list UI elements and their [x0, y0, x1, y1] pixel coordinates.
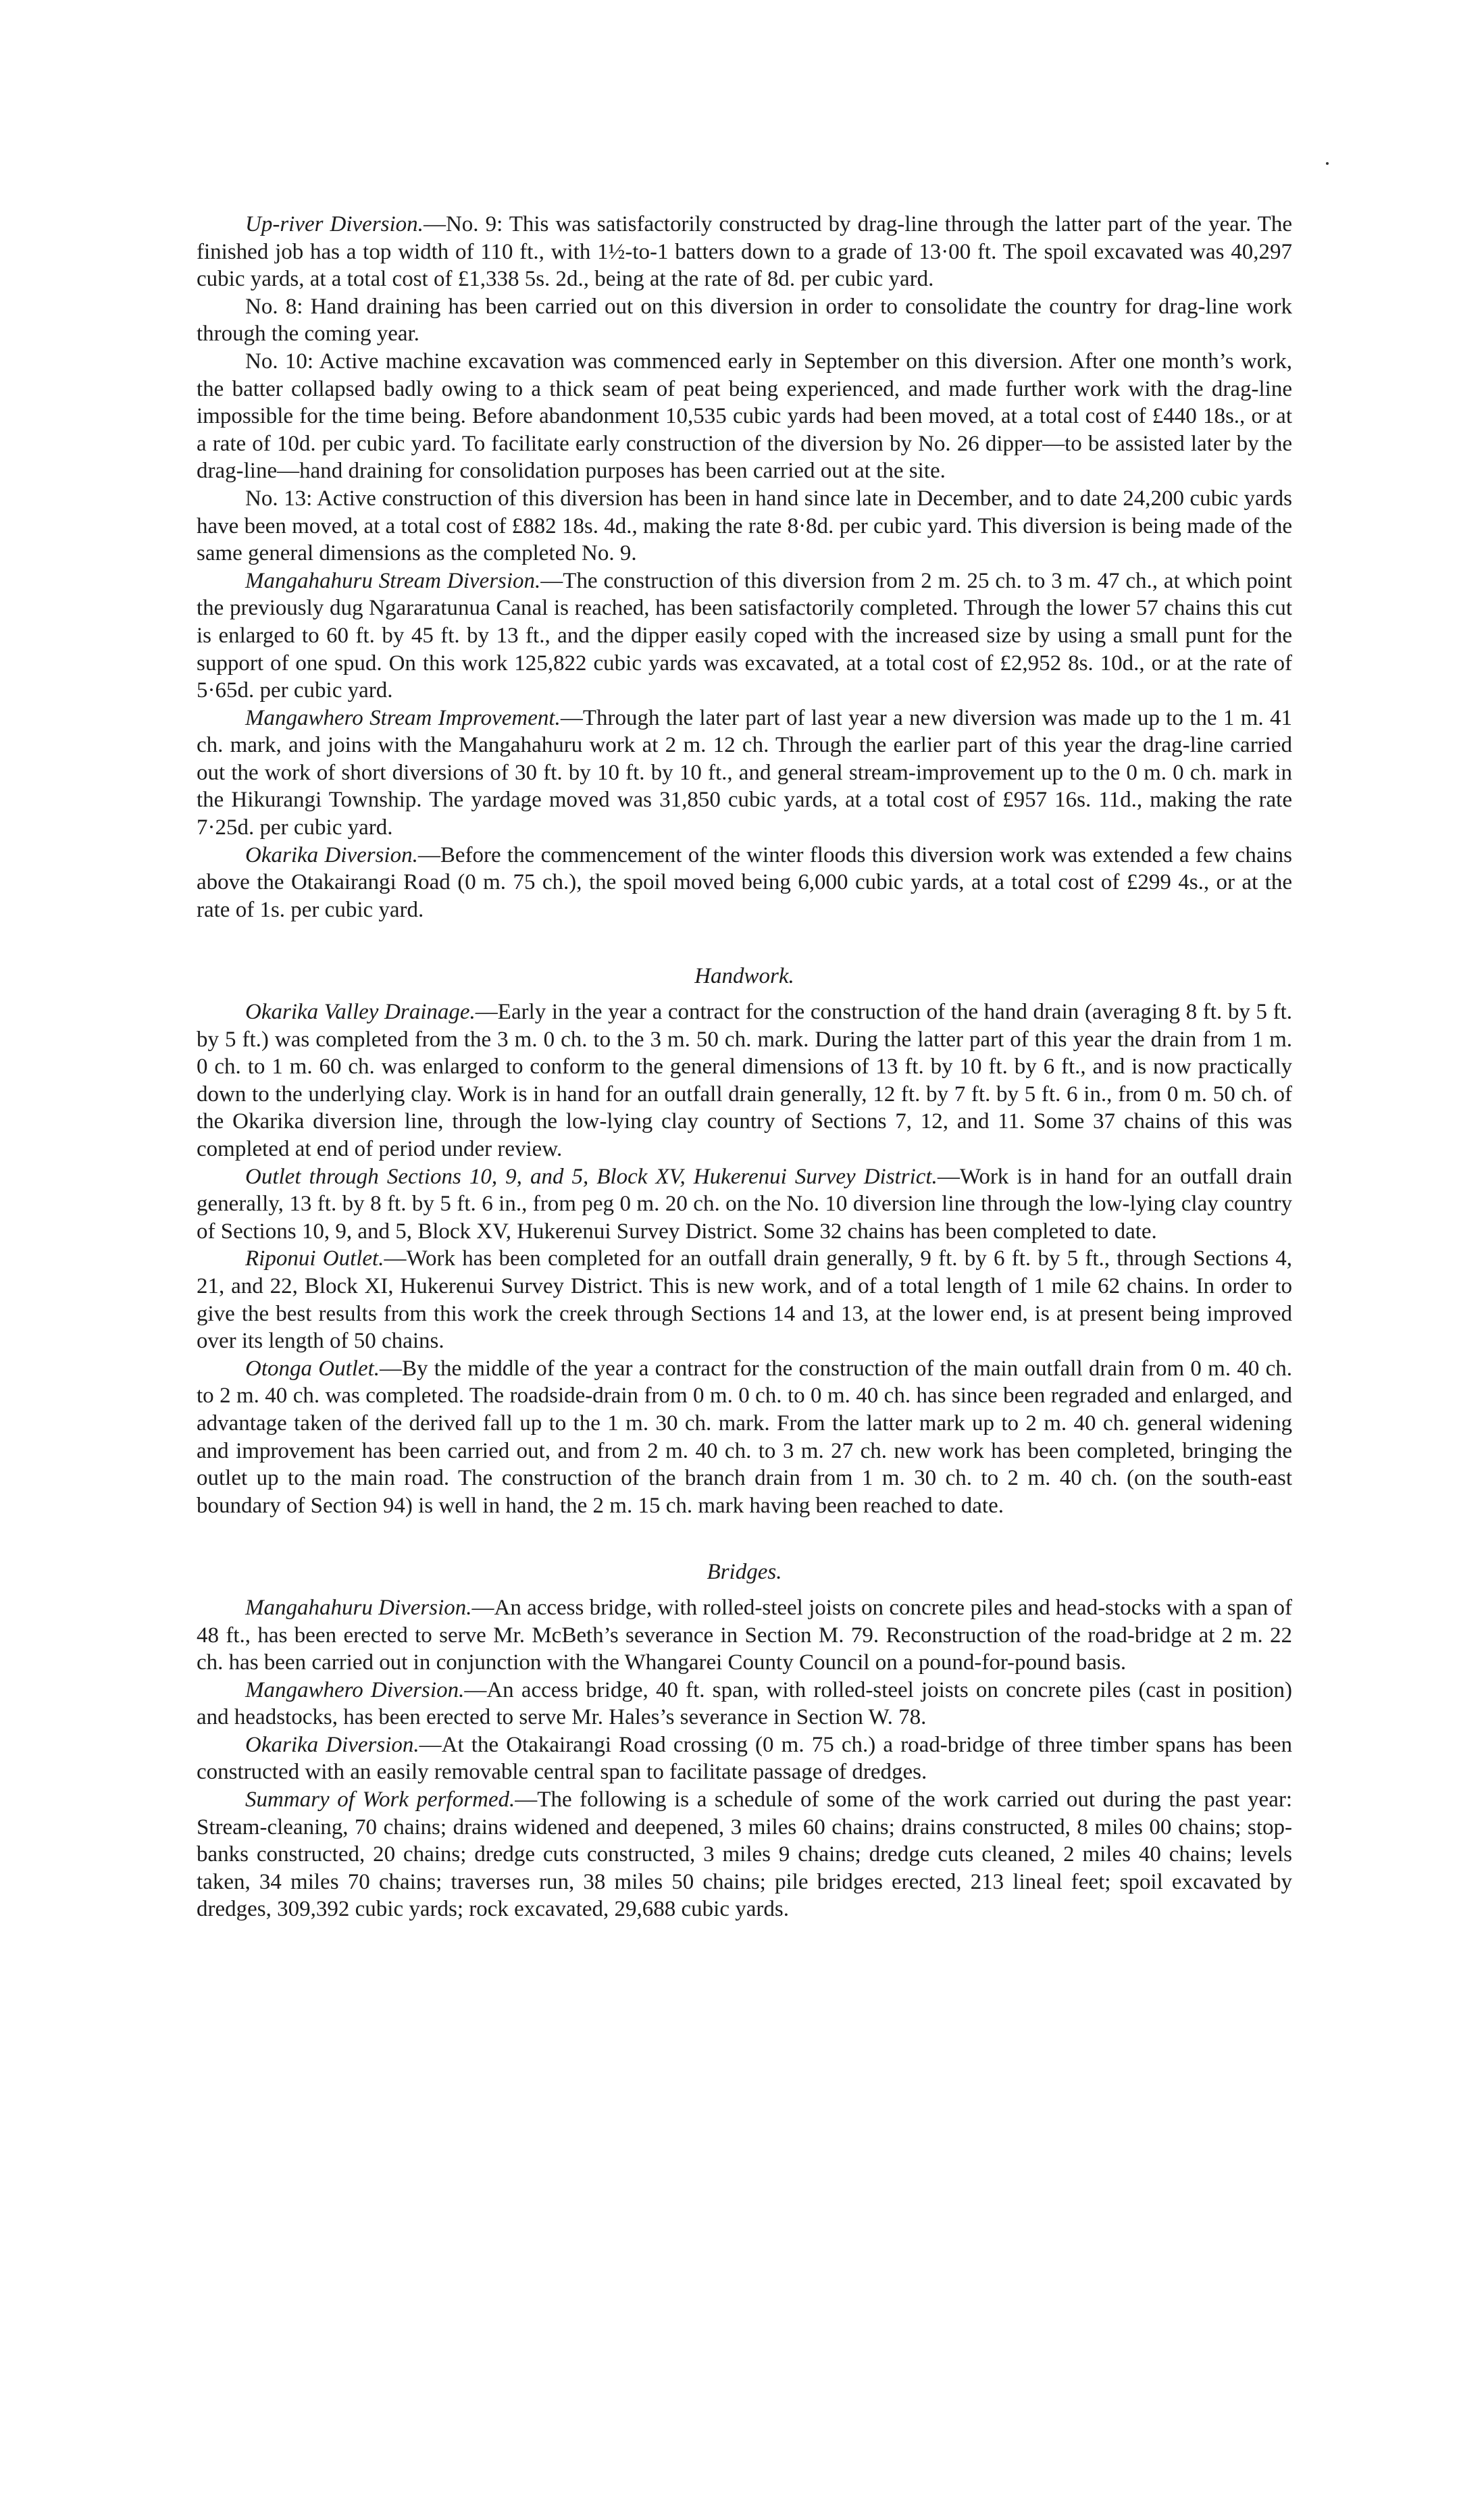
paragraph-text: —Work has been completed for an outfall drain generally, 9 ft. by 6 ft. by 5 ft., through Sections 4, 21, and 22, Block XI, Hukerenui Survey District. This is new work, and of a total length of 1 mile 62 chains. In order to give the best results from this work the creek through Sections 14 and 13, at the lower end, is at present being improved over its length of 50 chains.: [197, 1246, 1292, 1354]
section-handwork: [197, 998, 1292, 1519]
paragraph-lead: Okarika Diversion.: [245, 842, 418, 867]
paragraph-text: —Before the commencement of the winter floods this diversion work was extended a few chains above the Otakairangi Road (0 m. 75 ch.), the spoil moved being 6,000 cubic yards, at a total cost of £299 4s., or at the rate of 1s. per cubic yard.: [197, 842, 1292, 922]
paragraph-lead: Mangawhero Diversion.: [245, 1677, 465, 1702]
paragraph-text: No. 13: Active construction of this diversion has been in hand since late in December, and to date 24,200 cubic yards have been moved, at a total cost of £882 18s. 4d., making the rate 8·8d. per cubic yard. This diversion is being made of the same general dimensions as the completed No. 9.: [197, 486, 1292, 566]
paragraph: [197, 705, 1292, 842]
paragraph: [197, 1731, 1292, 1786]
paragraph-lead: Okarika Valley Drainage.: [245, 1000, 476, 1025]
paragraph: [197, 842, 1292, 924]
paragraph-lead: Outlet through Sections 10, 9, and 5, Block XV, Hukerenui Survey District.: [245, 1164, 938, 1189]
paragraph: [197, 211, 1292, 293]
page-mark: [1326, 162, 1329, 165]
paragraph-text: —The construction of this diversion from 2 m. 25 ch. to 3 m. 47 ch., at which point the previously dug Ngararatunua Canal is reached, has been satisfactorily completed. Through the lower 57 chains this cut is enlarged to 60 ft. by 45 ft. by 13 ft., and the dipper easily coped with the increased size by using a small punt for the support of one spud. On this work 125,822 cubic yards was excavated, at a total cost of £2,952 8s. 10d., or at the rate of 5·65d. per cubic yard.: [197, 568, 1292, 703]
section-bridges: [197, 1594, 1292, 1923]
paragraph-text: —An access bridge, 40 ft. span, with rolled-steel joists on concrete piles (cast in position) and headstocks, has been erected to serve Mr. Hales’s severance in Section W. 78.: [197, 1677, 1292, 1730]
paragraph: [197, 567, 1292, 705]
paragraph-lead: Mangahahuru Diversion.: [245, 1595, 472, 1620]
section-diversions: [197, 211, 1292, 923]
paragraph: [197, 293, 1292, 348]
paragraph-text: —An access bridge, with rolled-steel joists on concrete piles and head-stocks with a span of 48 ft., has been erected to serve Mr. McBeth’s severance in Section M. 79. Reconstruction of the road-bridge at 2 m. 22 ch. has been carried out in conjunction with the Whangarei County Council on a pound-for-pound basis.: [197, 1595, 1292, 1675]
document-body: [197, 211, 1292, 1923]
paragraph-text: No. 8: Hand draining has been carried out on this diversion in order to consolidate the country for drag-line work through the coming year.: [197, 294, 1292, 347]
paragraph: [197, 485, 1292, 567]
paragraph-text: —Through the later part of last year a new diversion was made up to the 1 m. 41 ch. mark, and joins with the Mangahahuru work at 2 m. 12 ch. Through the earlier part of this year the drag-line carried out the work of short diversions of 30 ft. by 10 ft. by 10 ft., and general stream-improvement up to the 0 m. 0 ch. mark in the Hikurangi Township. The yardage moved was 31,850 cubic yards, at a total cost of £957 16s. 11d., making the rate 7·25d. per cubic yard.: [197, 705, 1292, 840]
section-heading-handwork: Handwork.: [694, 964, 794, 989]
paragraph: [197, 348, 1292, 485]
paragraph-text: No. 10: Active machine excavation was commenced early in September on this diversion. After one month’s work, the batter collapsed badly owing to a thick seam of peat being experienced, and made further work with the drag-line impossible for the time being. Before abandonment 10,535 cubic yards had been moved, at a total cost of £440 18s., or at a rate of 10d. per cubic yard. To facilitate early construction of the diversion by No. 26 dipper—to be assisted later by the drag-line—hand draining for consolidation purposes has been carried out at the site.: [197, 349, 1292, 484]
paragraph-lead: Up-river Diversion.: [245, 212, 424, 236]
paragraph: [197, 1786, 1292, 1923]
paragraph: [197, 998, 1292, 1163]
paragraph-lead: Riponui Outlet.: [245, 1246, 384, 1271]
paragraph: [197, 1245, 1292, 1354]
paragraph: [197, 1594, 1292, 1677]
paragraph-text: —Work is in hand for an outfall drain generally, 13 ft. by 8 ft. by 5 ft. 6 in., from peg 0 m. 20 ch. on the No. 10 diversion line through the low-lying clay country of Sections 10, 9, and 5, Block XV, Hukerenui Survey District. Some 32 chains has been completed to date.: [197, 1164, 1292, 1244]
paragraph-lead: Otonga Outlet.: [245, 1356, 380, 1381]
paragraph-text: —The following is a schedule of some of the work carried out during the past year: Stream-cleaning, 70 chains; drains widened and deepened, 3 miles 60 chains; drains constructed, 8 miles 00 chains; stop-banks constructed, 20 chains; dredge cuts constructed, 3 miles 9 chains; dredge cuts cleaned, 2 miles 40 chains; levels taken, 34 miles 70 chains; traverses run, 38 miles 50 chains; pile bridges erected, 213 lineal feet; spoil excavated by dredges, 309,392 cubic yards; rock excavated, 29,688 cubic yards.: [197, 1787, 1292, 1922]
paragraph: [197, 1163, 1292, 1246]
paragraph-lead: Mangawhero Stream Improvement.: [245, 705, 561, 730]
paragraph-text: —Early in the year a contract for the construction of the hand drain (averaging 8 ft. by 5 ft. by 5 ft.) was completed from the 3 m. 0 ch. to the 3 m. 50 ch. mark. During the latter part of this year the drain from 1 m. 0 ch. to 1 m. 60 ch. was enlarged to conform to the general dimensions of 13 ft. by 10 ft. by 6 ft., and is now practically down to the underlying clay. Work is in hand for an outfall drain generally, 12 ft. by 7 ft. by 5 ft. 6 in., from 0 m. 50 ch. of the Okarika diversion line, through the low-lying clay country of Sections 7, 12, and 11. Some 37 chains of this was completed at end of period under review.: [197, 1000, 1292, 1161]
section-heading-bridges: Bridges.: [707, 1560, 782, 1585]
paragraph-lead: Summary of Work performed.: [245, 1787, 515, 1812]
paragraph-text: —At the Otakairangi Road crossing (0 m. 75 ch.) a road-bridge of three timber spans has been constructed with an easily removable central span to facilitate passage of dredges.: [197, 1732, 1292, 1785]
paragraph-lead: Okarika Diversion.: [245, 1732, 419, 1757]
paragraph: [197, 1677, 1292, 1731]
paragraph-lead: Mangahahuru Stream Diversion.: [245, 568, 541, 593]
paragraph-text: —By the middle of the year a contract for the construction of the main outfall drain from 0 m. 40 ch. to 2 m. 40 ch. was completed. The roadside-drain from 0 m. 0 ch. to 0 m. 40 ch. has since been regraded and enlarged, and advantage taken of the derived fall up to the 1 m. 30 ch. mark. From the latter mark up to 2 m. 40 ch. general widening and improvement has been carried out, and from 2 m. 40 ch. to 3 m. 27 ch. new work has been completed, bringing the outlet up to the main road. The construction of the branch drain from 1 m. 30 ch. to 2 m. 40 ch. (on the south-east boundary of Section 94) is well in hand, the 2 m. 15 ch. mark having been reached to date.: [197, 1356, 1293, 1518]
paragraph-text: —No. 9: This was satisfactorily constructed by drag-line through the latter part of the year. The finished job has a top width of 110 ft., with 1½-to-1 batters down to a grade of 13·00 ft. The spoil excavated was 40,297 cubic yards, at a total cost of £1,338 5s. 2d., being at the rate of 8d. per cubic yard.: [197, 212, 1292, 292]
paragraph: [197, 1355, 1292, 1520]
